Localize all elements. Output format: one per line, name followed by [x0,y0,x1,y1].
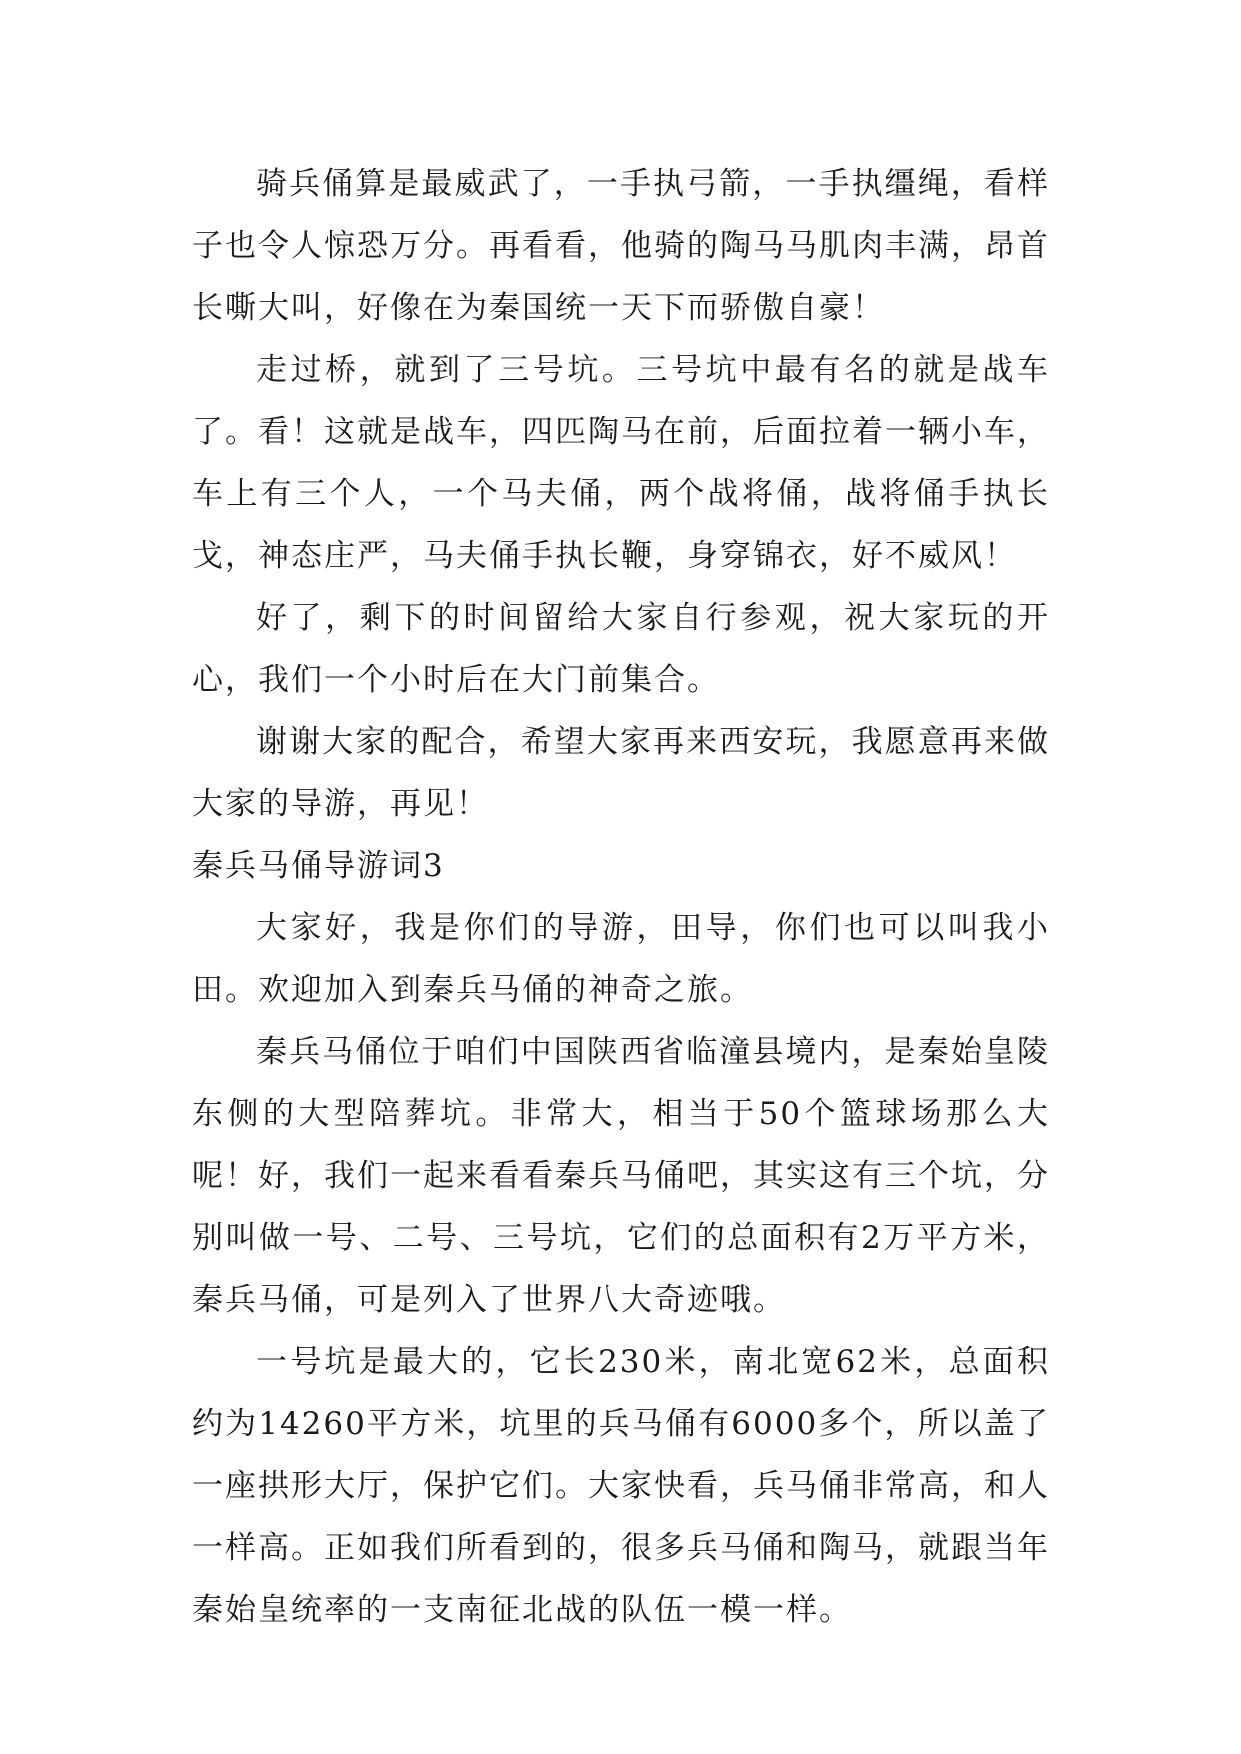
paragraph-farewell: 谢谢大家的配合，希望大家再来西安玩，我愿意再来做大家的导游，再见！ [192,724,1050,822]
section-heading: 秦兵马俑导游词3 [192,848,445,884]
document-body [192,153,1050,1641]
paragraph-pit-three: 走过桥，就到了三号坑。三号坑中最有名的就是战车了。看！这就是战车，四匹陶马在前，后面拉着一辆小车，车上有三个人，一个马夫俑，两个战将俑，战将俑手执长戈，神态庄严，马夫俑手执长鞭，身穿锦衣，好不威风！ [192,352,1050,574]
paragraph-free-time: 好了，剩下的时间留给大家自行参观，祝大家玩的开心，我们一个小时后在大门前集合。 [192,600,1050,698]
paragraph-pit-one: 一号坑是最大的，它长230米，南北宽62米，总面积约为14260平方米，坑里的兵马俑有6000多个，所以盖了一座拱形大厅，保护它们。大家快看，兵马俑非常高，和人一样高。正如我们所看到的，很多兵马俑和陶马，就跟当年秦始皇统率的一支南征北战的队伍一模一样。 [192,1344,1050,1628]
paragraph-greeting: 大家好，我是你们的导游，田导，你们也可以叫我小田。欢迎加入到秦兵马俑的神奇之旅。 [192,910,1050,1008]
paragraph-cavalry: 骑兵俑算是最威武了，一手执弓箭，一手执缰绳，看样子也令人惊恐万分。再看看，他骑的陶马马肌肉丰满，昂首长嘶大叫，好像在为秦国统一天下而骄傲自豪！ [192,166,1050,326]
paragraph-location: 秦兵马俑位于咱们中国陕西省临潼县境内，是秦始皇陵东侧的大型陪葬坑。非常大，相当于50个篮球场那么大呢！好，我们一起来看看秦兵马俑吧，其实这有三个坑，分别叫做一号、二号、三号坑，它们的总面积有2万平方米，秦兵马俑，可是列入了世界八大奇迹哦。 [192,1034,1050,1318]
